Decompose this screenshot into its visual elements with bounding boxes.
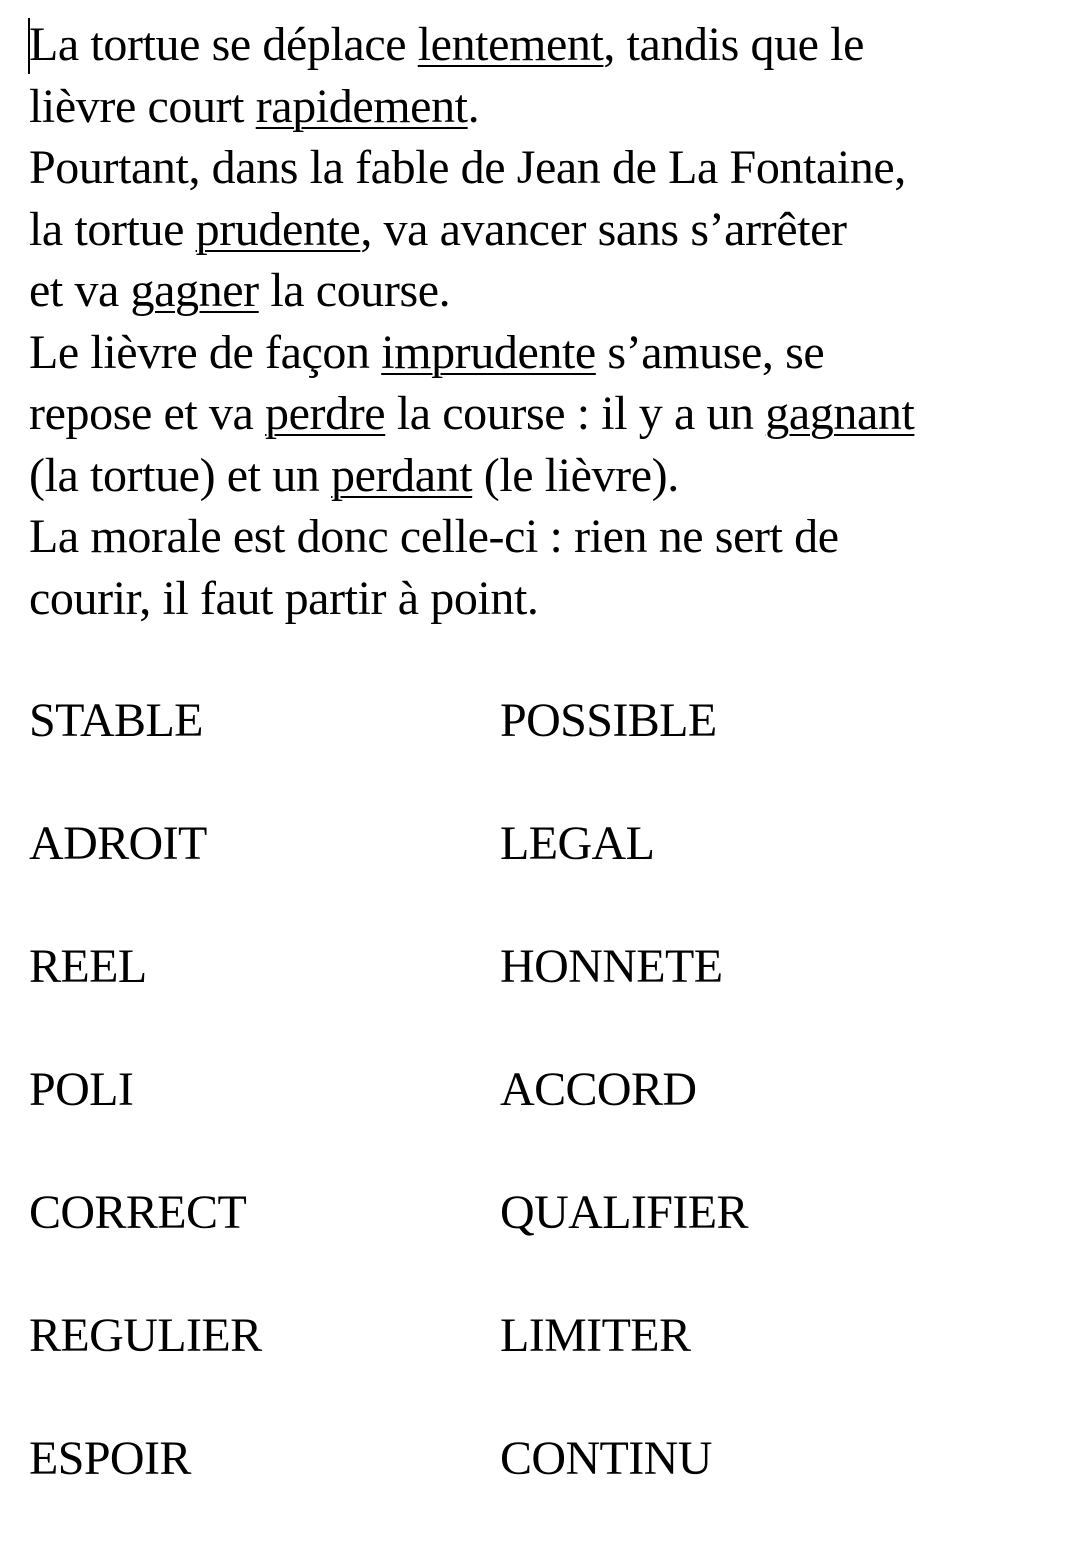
paragraph-line [29,137,1059,199]
word-row [29,690,1029,813]
word-left: ESPOIR [29,1432,191,1485]
paragraph-line [29,506,1059,568]
text-segment: La tortue se déplace [29,18,418,71]
text-segment: . [467,79,480,133]
word-right: CONTINU [500,1432,712,1485]
text-segment: courir, il faut partir à point. [29,571,539,625]
word-left: POLI [29,1063,134,1116]
paragraph-line [29,322,1059,384]
word-right: LIMITER [500,1309,691,1362]
word-left: REEL [29,940,147,993]
word-row [29,813,1029,936]
text-segment: , tandis que le [603,18,865,71]
fable-paragraph [29,14,1059,629]
text-segment: et va [29,264,131,317]
text-segment: Pourtant, dans la fable de Jean de La Fontaine, [29,141,906,194]
word-left: STABLE [29,694,203,747]
word-right: POSSIBLE [500,694,717,747]
paragraph-line [29,445,1059,507]
word-left: ADROIT [29,817,207,870]
word-left: CORRECT [29,1186,247,1239]
paragraph-line [29,260,1059,322]
word-row [29,936,1029,1059]
paragraph-line [29,568,1059,630]
text-segment: la course. [258,264,451,317]
word-list [29,690,1029,1551]
paragraph-line [29,383,1059,445]
word-row [29,1305,1029,1428]
underlined-word: prudente [195,202,361,256]
underlined-word: gagner [130,264,259,317]
paragraph-line [29,14,1059,76]
text-segment: (la tortue) et un [29,448,332,502]
word-left: REGULIER [29,1309,262,1362]
word-right: LEGAL [500,817,655,870]
text-segment: la tortue [29,202,196,256]
underlined-word: gagnant [765,387,915,440]
underlined-word: perdant [331,448,473,502]
underlined-word: rapidement [255,79,468,133]
text-segment: (le lièvre). [472,448,679,502]
text-segment: la course : il y a un [385,387,766,440]
underlined-word: perdre [265,387,386,440]
text-segment: , va avancer sans s’arrêter [360,202,847,256]
text-segment: Le lièvre de façon [29,325,382,379]
underlined-word: imprudente [381,325,596,379]
text-segment: La morale est donc celle-ci : rien ne sert de [29,510,839,563]
word-right: HONNETE [500,940,723,993]
word-row [29,1059,1029,1182]
word-row [29,1182,1029,1305]
underlined-word: lentement [417,18,604,71]
paragraph-line [29,199,1059,261]
text-segment: repose et va [29,387,266,440]
text-segment: lièvre court [29,79,256,133]
text-segment: s’amuse, se [595,325,825,379]
paragraph-line [29,76,1059,138]
word-right: QUALIFIER [500,1186,748,1239]
word-right: ACCORD [500,1063,697,1116]
word-row [29,1428,1029,1551]
